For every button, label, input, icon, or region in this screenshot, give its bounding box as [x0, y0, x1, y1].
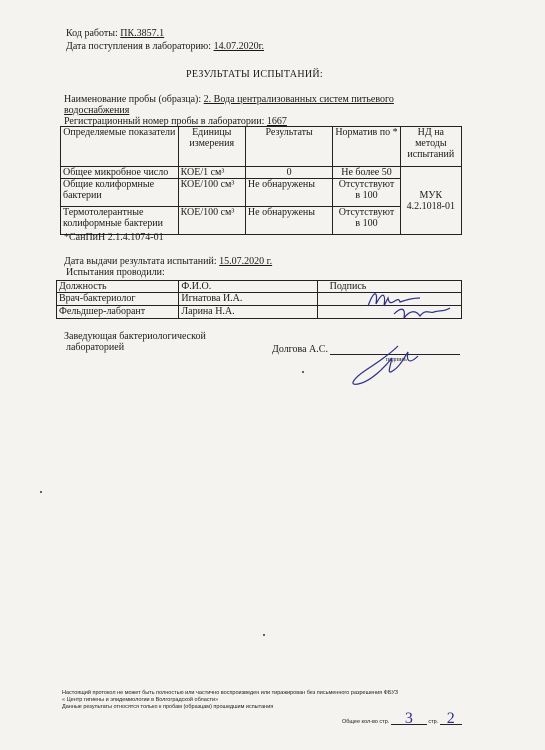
head-title-1: Заведующая бактериологической	[64, 331, 206, 342]
header-name: Ф.И.О.	[179, 281, 317, 293]
header-method: НД на методы испытаний	[400, 127, 461, 167]
method-cell: МУК 4.2.1018-01	[400, 167, 461, 235]
results-header-row	[61, 127, 462, 167]
page-label: стр.	[428, 719, 439, 725]
ink-speck	[263, 634, 265, 636]
unit-cell: КОЕ/100 см³	[178, 207, 245, 235]
page-title: РЕЗУЛЬТАТЫ ИСПЫТАНИЙ:	[186, 69, 323, 80]
ink-speck	[302, 371, 304, 373]
conducted-label: Испытания проводили:	[66, 267, 165, 278]
result-cell: Не обнаружены	[245, 179, 332, 207]
page-value: 2	[440, 714, 462, 725]
sample-name-value-1: 2. Вода централизованных систем питьевого	[203, 94, 394, 105]
issue-date	[64, 256, 272, 267]
work-code	[66, 28, 164, 39]
header-signature: Подпись	[317, 281, 461, 293]
norm-cell: Не более 50	[333, 167, 400, 179]
sample-name-value-2: водоснабжения	[64, 105, 130, 116]
footer-line-1: Настоящий протокол не может быть полностью или частично воспроизведен или тиражирован без письменного разрешения ФБУЗ	[62, 690, 399, 696]
indicator-cell: Общие колиформные бактерии	[61, 179, 179, 207]
header-unit: Единицы измерения	[178, 127, 245, 167]
header-position: Должность	[57, 281, 179, 293]
issue-date-label: Дата выдачи результата испытаний:	[64, 256, 217, 267]
pages-total-label: Общее кол-во стр.	[342, 719, 390, 725]
received-date	[66, 41, 264, 52]
position-cell: Врач-бактериолог	[57, 293, 179, 306]
registration-value: 1667	[266, 116, 287, 127]
ink-speck	[40, 491, 42, 493]
pages-total	[342, 710, 462, 727]
work-code-value: ПК.3857.1	[120, 28, 165, 39]
sample-name	[64, 94, 394, 105]
unit-cell: КОЕ/1 см³	[178, 167, 245, 179]
staff-signature-1	[360, 284, 460, 326]
footer-line-2: « Центр гигиены и эпидемиологии в Волгоградской области»	[62, 697, 219, 703]
results-table	[60, 126, 462, 235]
name-cell: Ларина Н.А.	[179, 306, 317, 319]
head-signature	[340, 340, 440, 390]
registration-label: Регистрационный номер пробы в лаборатории:	[64, 116, 265, 127]
head-title-2: лабораторией	[66, 342, 125, 353]
footnote: *СанПиН 2.1.4.1074-01	[64, 232, 164, 243]
table-row	[61, 167, 462, 179]
header-norm: Норматив по *	[333, 127, 400, 167]
norm-cell: Отсутствуют в 100	[333, 179, 400, 207]
received-value: 14.07.2020г.	[213, 41, 265, 52]
header-indicator: Определяемые показатели	[61, 127, 179, 167]
sample-name-label: Наименование пробы (образца):	[64, 94, 202, 105]
received-label: Дата поступления в лабораторию:	[66, 41, 212, 52]
result-cell: Не обнаружены	[245, 207, 332, 235]
result-cell: 0	[245, 167, 332, 179]
footer-line-3: Данные результаты относятся только к пробам (образцам) прошедшим испытания	[62, 704, 274, 710]
pages-total-value: 3	[391, 714, 427, 725]
work-code-label: Код работы:	[66, 28, 118, 39]
unit-cell: КОЕ/100 см³	[178, 179, 245, 207]
signature-caption: подпись	[386, 357, 407, 363]
indicator-cell: Термотолерантные колиформные бактерии	[61, 207, 179, 235]
name-cell: Игнатова И.А.	[179, 293, 317, 306]
position-cell: Фельдшер-лаборант	[57, 306, 179, 319]
head-name: Долгова А.С.	[272, 344, 328, 355]
indicator-cell: Общее микробное число	[61, 167, 179, 179]
norm-cell: Отсутствуют в 100	[333, 207, 400, 235]
issue-date-value: 15.07.2020 г.	[219, 256, 273, 267]
header-result: Результаты	[245, 127, 332, 167]
